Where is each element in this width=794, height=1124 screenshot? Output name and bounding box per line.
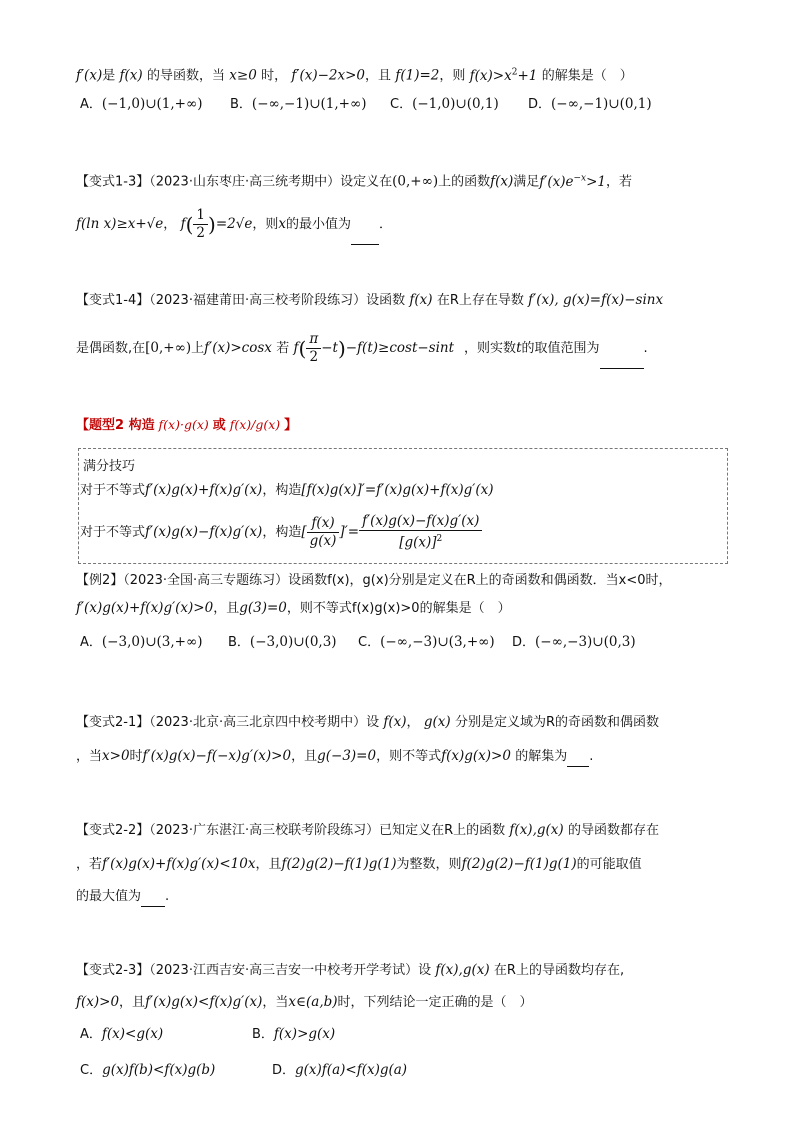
example-2-line2: f′(x)g(x)+f(x)g′(x)>0，且g(3)=0，则不等式f(x)g(x)>0的解集是（ ） [76,600,511,616]
text: 时， [261,68,288,84]
source: （2023·广东湛江·高三校联考阶段练习） [149,823,380,838]
math-f: f(x) [115,67,147,84]
problem-1-stem [76,62,633,87]
option-d: D．(−∞,−1)∪(0,1) [528,96,652,112]
option-a: A．(−3,0)∪(3,+∞) [80,634,203,650]
option-c: C．(−∞,−3)∪(3,+∞) [358,634,495,650]
option-a: A．f(x)<g(x) [80,1026,164,1042]
option-b: B．(−3,0)∪(0,3) [228,634,337,650]
math-value: f(1)=2 [391,67,440,84]
text: 的导函数，当 [146,68,225,84]
math-target: $f(x)>x^2+1$ [465,67,542,84]
tips-rule-1: 对于不等式f′(x)g(x)+f(x)g′(x)，构造[f(x)g(x)]′=f′(x)g(x)+f(x)g′(x) [80,482,494,498]
math-fprime: f′(x) [76,67,103,84]
variant-2-2-line3: 的最大值为 . [76,886,169,907]
option-b: B．f(x)>g(x) [252,1026,336,1042]
option-c: C．g(x)f(b)<f(x)g(b) [80,1062,216,1078]
option-d: D．g(x)f(a)<f(x)g(a) [272,1062,408,1078]
answer-blank [141,886,165,907]
variant-2-2-line1: 【变式2-2】（2023·广东湛江·高三校联考阶段练习）已知定义在R上的函数 f(x),g(x) 的导函数都存在 [76,822,659,838]
variant-1-3-line2: f(ln x)≥x+√e， f( $\frac{1}{2}$ )=2√e，则x的最小值为 ． [76,204,392,245]
example-tag: 【例2】 [76,573,124,588]
option-a: A．(−1,0)∪(1,+∞) [80,96,203,112]
variant-2-3-line2: f(x)>0，且f′(x)g(x)<f(x)g′(x)，当x∈(a,b)时，下列结论一定正确的是（ ） [76,994,533,1010]
source: （2023·江西吉安·高三吉安一中校考开学考试） [149,963,419,978]
variant-2-3-line1: 【变式2-3】（2023·江西吉安·高三吉安一中校考开学考试）设 f(x),g(x) 在R上的导函数均存在, [76,962,625,978]
option-c: C．(−1,0)∪(0,1) [390,96,499,112]
variant-tag: 【变式2-1】 [76,715,150,730]
variant-2-2-line2: ，若f′(x)g(x)+f(x)g′(x)<10x，且f(2)g(2)−f(1)g(1)为整数，则f(2)g(2)−f(1)g(1)的可能取值 [76,856,642,872]
variant-tag: 【变式1-4】 [76,293,150,308]
variant-2-1-line2: ，当x>0时f′(x)g(x)−f(−x)g′(x)>0，且g(−3)=0，则不等式f(x)g(x)>0 的解集为 . [76,746,593,767]
type-2-title: 【题型2 构造 f(x)·g(x) 或 f(x)/g(x) 】 [76,417,298,433]
option-d: D．(−∞,−3)∪(0,3) [512,634,636,650]
tips-rule-2: 对于不等式f′(x)g(x)−f(x)g′(x)，构造[ $\frac{f(x)}{g(x)}$ ]′= $\frac{f'(x)g(x)-f(x)g'(x)}{[g(x)]^2}$ [80,512,482,553]
source: （2023·全国·高三专题练习） [123,573,289,588]
text: ，则 [439,68,466,84]
variant-1-4-line1: 【变式1-4】（2023·福建莆田·高三校考阶段练习）设函数 f(x) 在R上存在导数 f′(x), g(x)=f(x)−sinx [76,292,664,308]
variant-tag: 【变式2-2】 [76,823,150,838]
text: 是 [102,68,116,84]
variant-1-4-line2: 是偶函数,在[0,+∞)上f′(x)>cosx 若 f( $\frac{\pi}{2}$ −t)−f(t)≥cost−sint ，则实数t的取值范围为 . [76,328,648,369]
answer-blank [600,328,644,369]
text: ，且 [365,68,392,84]
source: （2023·福建莆田·高三校考阶段练习） [149,293,367,308]
math-cond: x≥0 [224,67,262,84]
answer-blank [567,746,589,767]
math-ineq: f′(x)−2x>0 [287,67,366,84]
variant-tag: 【变式1-3】 [76,174,150,190]
source: （2023·山东枣庄·高三统考期中） [149,174,341,190]
tips-title: 满分技巧 [83,459,136,474]
answer-blank [351,204,379,245]
example-2-line1: 【例2】（2023·全国·高三专题练习）设函数f(x)，g(x)分别是定义在R上的奇函数和偶函数．当x<0时， [76,573,672,588]
variant-2-1-line1: 【变式2-1】（2023·北京·高三北京四中校考期中）设 f(x)， g(x) 分别是定义域为R的奇函数和偶函数 [76,714,659,730]
variant-tag: 【变式2-3】 [76,963,150,978]
option-b: B．(−∞,−1)∪(1,+∞) [230,96,367,112]
variant-1-3-line1: 【变式1-3】（2023·山东枣庄·高三统考期中）设定义在(0,+∞)上的函数f(x)满足$f'(x)e^{-x}>1$，若 [76,173,633,190]
source: （2023·北京·高三北京四中校考期中） [149,715,367,730]
text: 的解集是（ ） [541,68,633,84]
